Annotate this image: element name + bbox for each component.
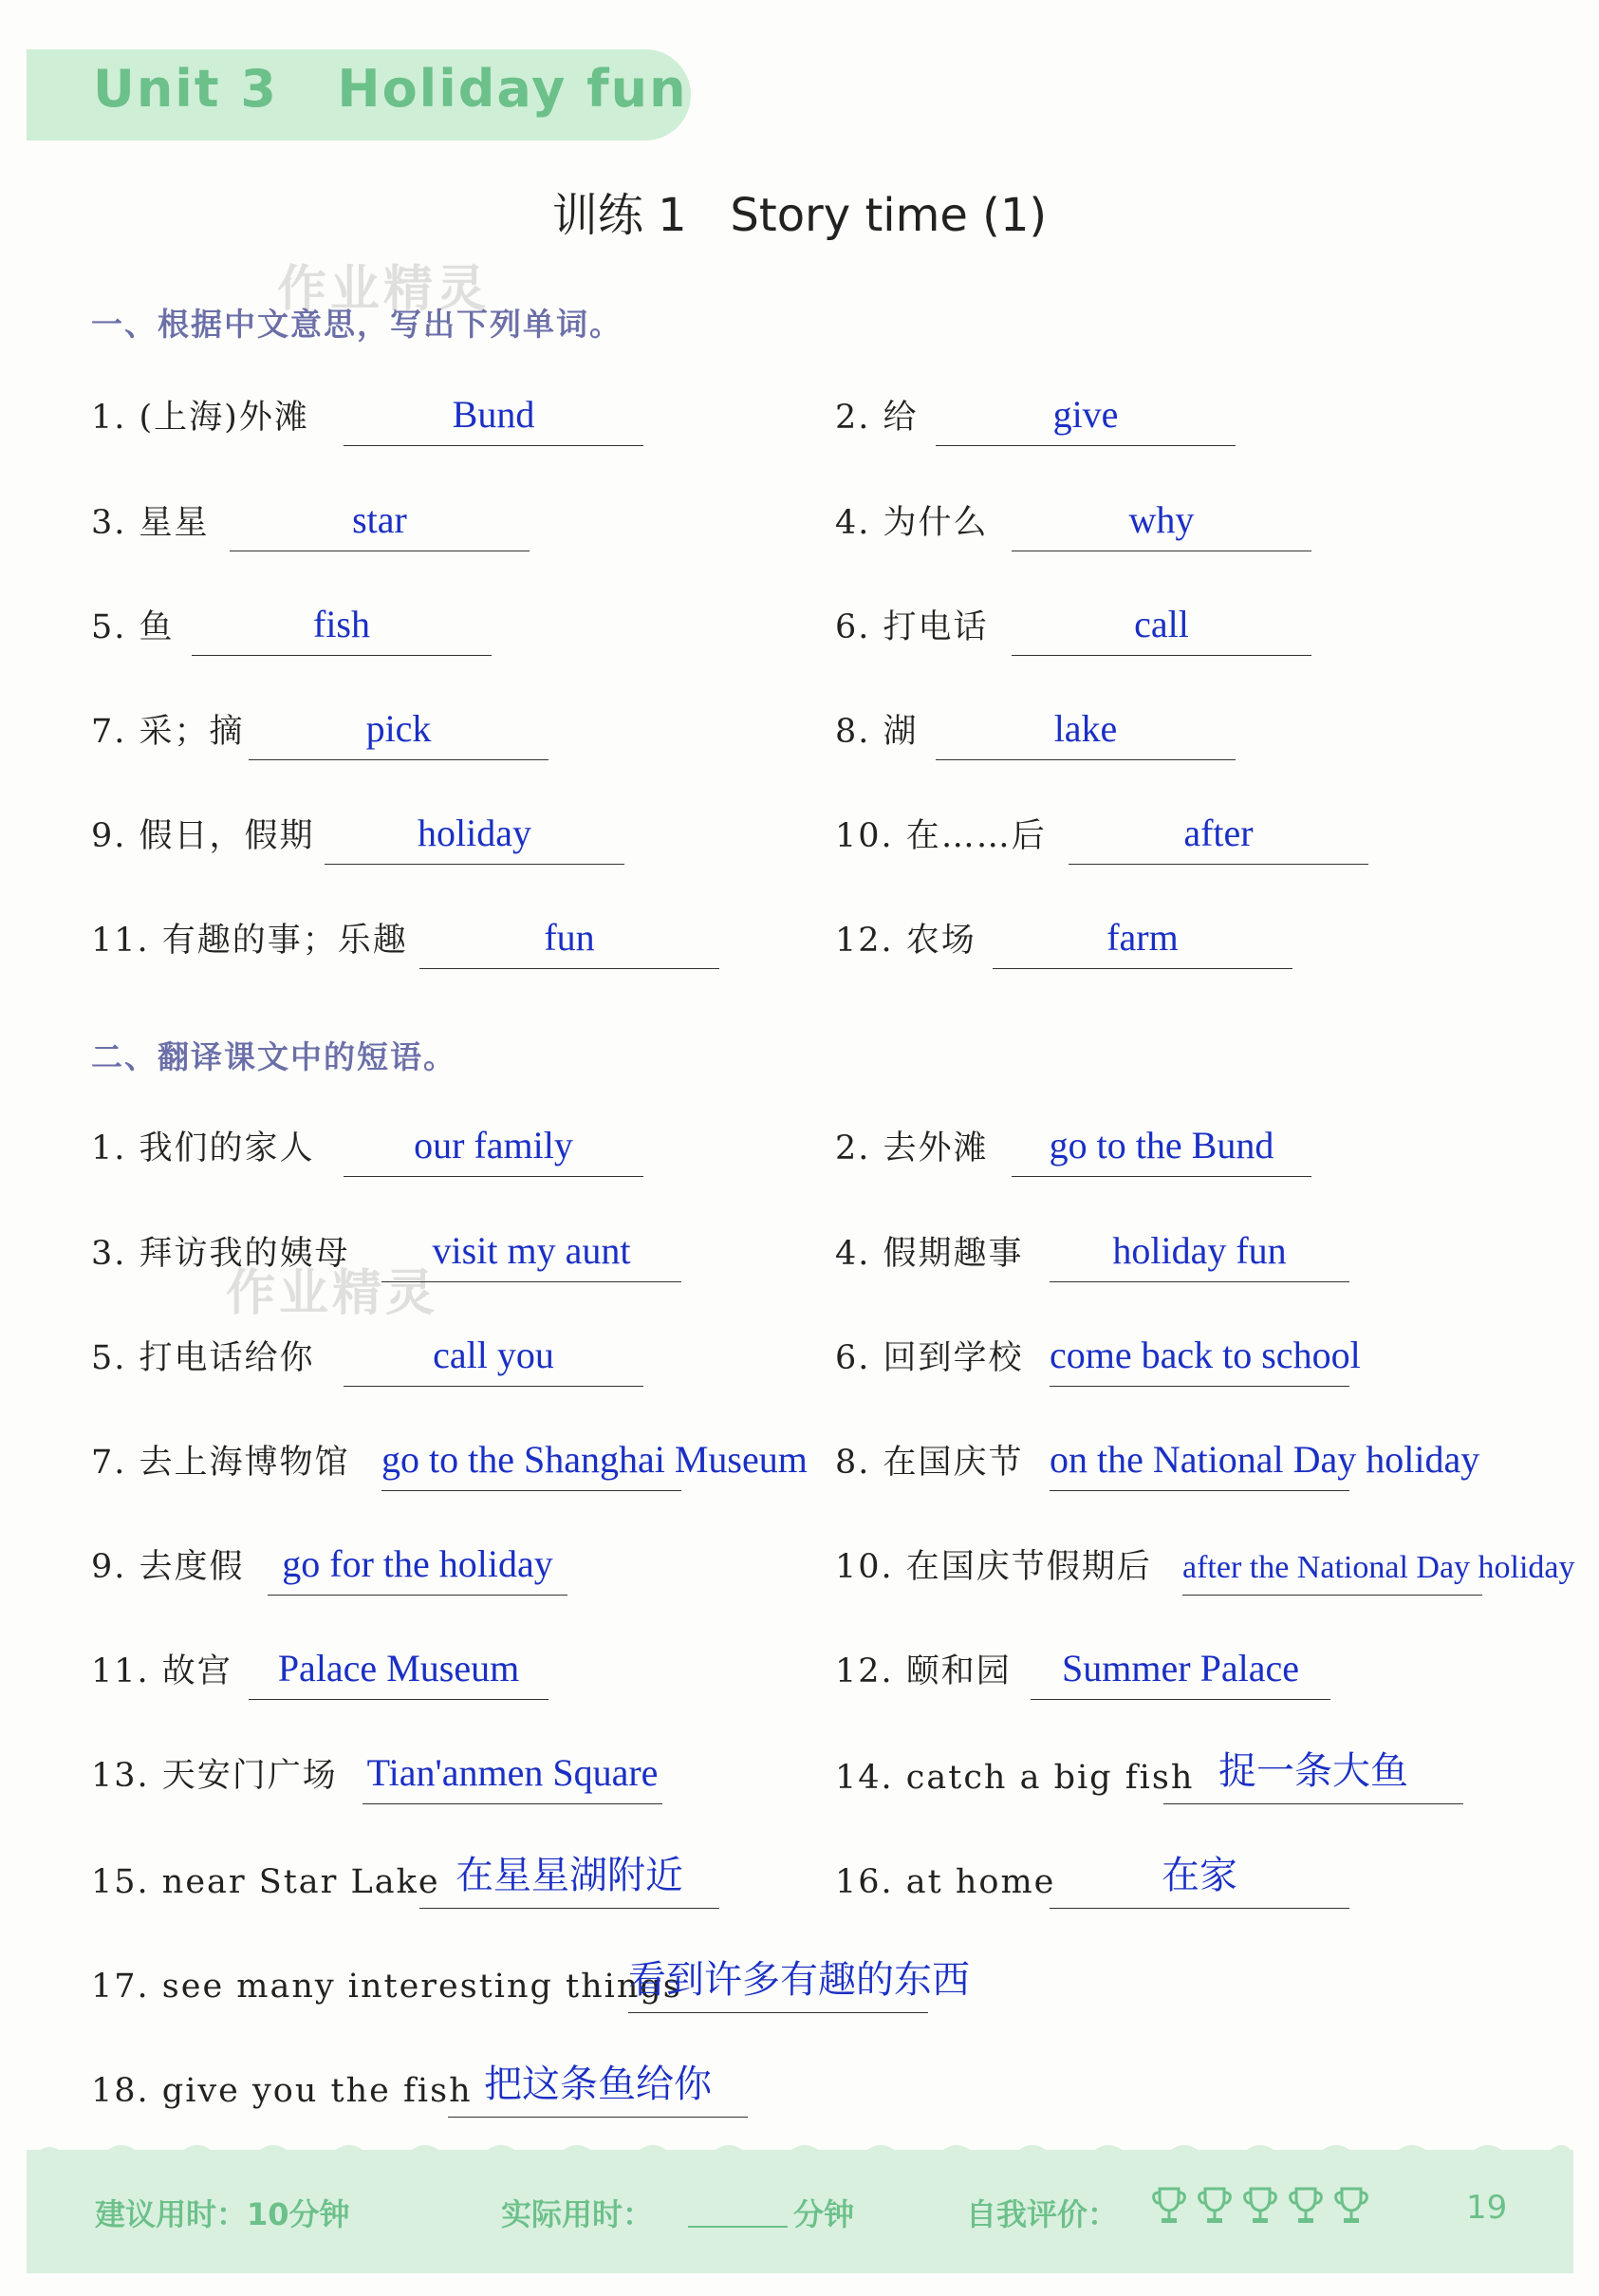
word-item	[835, 808, 1404, 865]
answer-line	[1012, 1176, 1311, 1177]
item-label: 12. 农场	[835, 922, 976, 960]
answer-text[interactable]: 在星星湖附近	[456, 1854, 683, 1896]
answer-text[interactable]: farm	[1106, 916, 1179, 959]
answer-line	[381, 1490, 681, 1491]
phrase-item	[835, 1643, 1499, 1700]
word-item	[835, 599, 1404, 656]
phrase-item	[835, 1120, 1499, 1177]
phrase-item	[91, 1852, 812, 1909]
answer-line	[1050, 1490, 1349, 1491]
item-label: 9. 去度假	[91, 1548, 245, 1586]
phrase-item	[91, 1539, 755, 1596]
word-item	[835, 495, 1404, 551]
answer-line	[419, 1908, 719, 1909]
answer-text[interactable]: go to the Bund	[1049, 1124, 1274, 1167]
item-label: 4. 假期趣事	[835, 1235, 1024, 1273]
word-item	[835, 912, 1404, 969]
answer-line	[381, 1281, 681, 1282]
lesson-title: 训练 1 Story time (1)	[551, 189, 1048, 242]
answer-text[interactable]: go for the holiday	[282, 1542, 553, 1585]
phrase-item	[91, 1120, 755, 1177]
page-number: 19	[1466, 2189, 1508, 2227]
answer-text[interactable]: why	[1128, 498, 1195, 541]
answer-line	[192, 655, 492, 656]
answer-line	[249, 759, 548, 760]
suggested-time: 建议用时：10分钟	[95, 2196, 350, 2232]
word-item	[835, 703, 1404, 760]
answer-text[interactable]: after the National Day holiday	[1182, 1550, 1575, 1585]
item-label: 14. catch a big fish	[835, 1759, 1195, 1797]
answer-line	[1069, 864, 1368, 865]
phrase-item	[835, 1539, 1594, 1596]
answer-line	[1012, 655, 1311, 656]
answer-line	[325, 864, 624, 865]
answer-text[interactable]: Summer Palace	[1062, 1647, 1299, 1689]
word-item	[91, 808, 660, 865]
answer-text[interactable]: holiday	[418, 812, 531, 854]
phrase-item	[91, 1747, 812, 1804]
answer-line	[1182, 1595, 1482, 1596]
answer-text[interactable]: our family	[414, 1124, 573, 1167]
answer-line	[419, 968, 719, 969]
item-label: 10. 在……后	[835, 817, 1047, 855]
answer-text[interactable]: call you	[433, 1334, 554, 1376]
trophy-icon[interactable]	[1196, 2185, 1234, 2227]
actual-time-blank[interactable]	[688, 2226, 788, 2228]
answer-text[interactable]: holiday fun	[1112, 1229, 1287, 1272]
phrase-item	[91, 1434, 812, 1491]
answer-text[interactable]: 在家	[1162, 1854, 1237, 1896]
item-label: 16. at home	[835, 1863, 1056, 1901]
item-label: 17. see many interesting things	[91, 1968, 682, 2006]
phrase-item	[91, 1330, 755, 1387]
item-label: 10. 在国庆节假期后	[835, 1548, 1152, 1586]
item-label: 6. 打电话	[835, 608, 989, 646]
answer-line	[628, 2012, 928, 2013]
section-2-heading: 二、翻译课文中的短语。	[91, 1038, 456, 1075]
actual-time-unit: 分钟	[793, 2196, 855, 2232]
phrase-item	[835, 1852, 1499, 1909]
phrase-item	[91, 1956, 1040, 2013]
item-label: 6. 回到学校	[835, 1339, 1024, 1377]
item-label: 5. 鱼	[91, 608, 175, 646]
trophy-icon[interactable]	[1332, 2185, 1370, 2227]
answer-line	[344, 1176, 643, 1177]
item-label: 13. 天安门广场	[91, 1757, 338, 1795]
phrase-item	[91, 1643, 755, 1700]
answer-line	[936, 759, 1236, 760]
answer-text[interactable]: go to the Shanghai Museum	[381, 1438, 808, 1481]
phrase-item	[835, 1225, 1499, 1282]
word-item	[91, 912, 755, 969]
answer-text[interactable]: Palace Museum	[277, 1647, 520, 1689]
answer-text[interactable]: fun	[544, 916, 595, 959]
watermark: 作业精灵	[277, 261, 491, 318]
phrase-item	[91, 2061, 945, 2118]
answer-line	[344, 1386, 643, 1387]
answer-text[interactable]: come back to school	[1050, 1334, 1361, 1376]
answer-line	[249, 1699, 548, 1700]
answer-text[interactable]: 看到许多有趣的东西	[628, 1958, 970, 2001]
item-label: 15. near Star Lake	[91, 1863, 440, 1901]
answer-text[interactable]: on the National Day holiday	[1050, 1438, 1480, 1481]
self-evaluation-label: 自我评价：	[966, 2196, 1119, 2232]
item-label: 18. give you the fish	[91, 2072, 473, 2110]
section-1-heading: 一、根据中文意思，写出下列单词。	[91, 306, 623, 343]
answer-text[interactable]: 把这条鱼给你	[484, 2063, 712, 2105]
item-label: 1. 我们的家人	[91, 1129, 315, 1167]
watermark: 作业精灵	[226, 1265, 439, 1322]
item-label: 2. 给	[835, 399, 919, 437]
trophy-icon[interactable]	[1241, 2185, 1279, 2227]
answer-line	[1050, 1281, 1349, 1282]
actual-time-label: 实际用时：	[501, 2196, 654, 2232]
phrase-item	[835, 1747, 1499, 1804]
item-label: 8. 湖	[835, 713, 919, 751]
answer-line	[268, 1595, 567, 1596]
answer-text[interactable]: fish	[313, 603, 370, 645]
answer-line	[1050, 1908, 1349, 1909]
item-label: 7. 采；摘	[91, 713, 245, 751]
trophy-icon[interactable]	[1287, 2185, 1325, 2227]
phrase-item	[835, 1434, 1518, 1491]
item-label: 8. 在国庆节	[835, 1444, 1024, 1482]
word-item	[91, 599, 660, 656]
word-item	[835, 389, 1404, 446]
answer-line	[448, 2117, 748, 2118]
answer-line	[363, 1803, 662, 1804]
answer-text[interactable]: Tian'anmen Square	[366, 1751, 659, 1794]
answer-line	[993, 968, 1292, 969]
item-label: 4. 为什么	[835, 504, 989, 542]
answer-text[interactable]: star	[352, 498, 407, 541]
item-label: 12. 颐和园	[835, 1652, 1012, 1690]
phrase-item	[835, 1330, 1518, 1387]
item-label: 7. 去上海博物馆	[91, 1444, 350, 1482]
answer-text[interactable]: visit my aunt	[432, 1229, 631, 1272]
answer-text[interactable]: Bund	[452, 393, 535, 436]
item-label: 1. (上海)外滩	[91, 399, 309, 437]
item-label: 11. 故宫	[91, 1652, 232, 1690]
item-label: 11. 有趣的事；乐趣	[91, 922, 408, 960]
unit-title: Unit 3 Holiday fun	[93, 59, 688, 119]
answer-line	[344, 445, 643, 446]
answer-line	[1050, 1386, 1349, 1387]
answer-text[interactable]: after	[1183, 812, 1254, 854]
phrase-item	[91, 1225, 755, 1282]
answer-text[interactable]: call	[1134, 603, 1189, 645]
answer-line	[1031, 1699, 1330, 1700]
item-label: 2. 去外滩	[835, 1129, 989, 1167]
answer-line	[1163, 1803, 1463, 1804]
word-item	[91, 703, 660, 760]
answer-text[interactable]: pick	[365, 707, 432, 750]
answer-line	[936, 445, 1236, 446]
answer-text[interactable]: lake	[1053, 707, 1118, 750]
answer-text[interactable]: 捉一条大鱼	[1218, 1749, 1408, 1792]
item-label: 5. 打电话给你	[91, 1339, 315, 1377]
word-item	[91, 495, 660, 551]
item-label: 9. 假日，假期	[91, 817, 315, 855]
word-item	[91, 389, 660, 446]
trophy-icon[interactable]	[1150, 2185, 1188, 2227]
item-label: 3. 拜访我的姨母	[91, 1235, 350, 1273]
item-label: 3. 星星	[91, 504, 210, 542]
answer-text[interactable]: give	[1052, 393, 1119, 436]
